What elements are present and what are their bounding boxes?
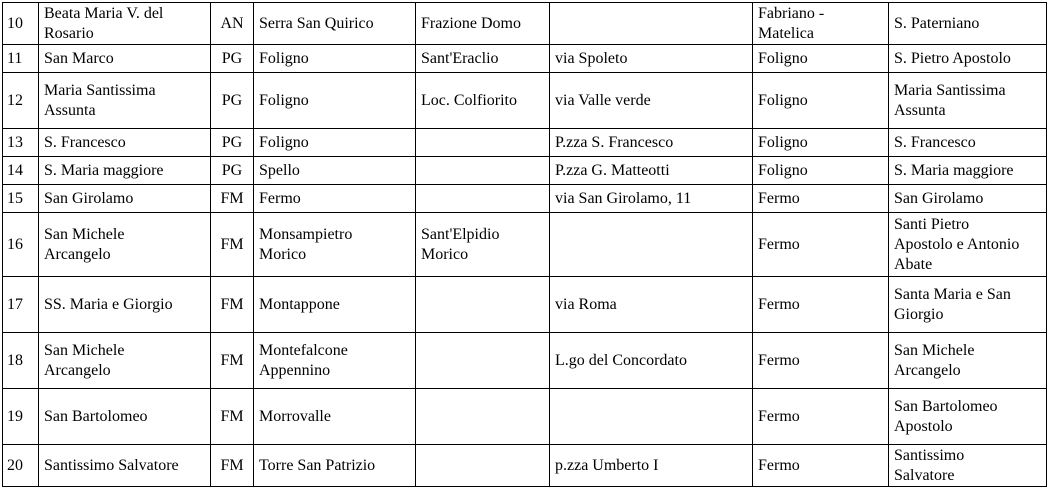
cell-row-number: 12 <box>3 73 39 129</box>
cell-parish: San Bartolomeo Apostolo <box>889 389 1047 445</box>
table-row <box>3 45 1047 73</box>
cell-province: PG <box>211 45 254 73</box>
cell-parish: Santi Pietro Apostolo e Antonio Abate <box>889 213 1047 277</box>
cell-diocese: Foligno <box>753 45 889 73</box>
cell-hamlet: Loc. Colfiorito <box>416 73 550 129</box>
cell-province: FM <box>211 445 254 487</box>
cell-address: via Spoleto <box>550 45 753 73</box>
cell-municipality: Fermo <box>254 185 416 213</box>
table-row <box>3 389 1047 445</box>
cell-address: P.zza S. Francesco <box>550 129 753 157</box>
table-row <box>3 185 1047 213</box>
table-row <box>3 277 1047 333</box>
cell-address: via Valle verde <box>550 73 753 129</box>
cell-address <box>550 3 753 45</box>
cell-province: PG <box>211 129 254 157</box>
table-row <box>3 157 1047 185</box>
cell-diocese: Fermo <box>753 445 889 487</box>
cell-parish: S. Maria maggiore <box>889 157 1047 185</box>
cell-hamlet: Sant'Eraclio <box>416 45 550 73</box>
cell-address: P.zza G. Matteotti <box>550 157 753 185</box>
cell-diocese: Fermo <box>753 277 889 333</box>
cell-municipality: Foligno <box>254 45 416 73</box>
table-row <box>3 129 1047 157</box>
cell-row-number: 13 <box>3 129 39 157</box>
cell-hamlet <box>416 333 550 389</box>
cell-church-name: San Girolamo <box>39 185 211 213</box>
cell-church-name: Maria Santissima Assunta <box>39 73 211 129</box>
cell-church-name: SS. Maria e Giorgio <box>39 277 211 333</box>
cell-parish: S. Pietro Apostolo <box>889 45 1047 73</box>
cell-address: via San Girolamo, 11 <box>550 185 753 213</box>
cell-province: FM <box>211 185 254 213</box>
cell-municipality: Foligno <box>254 129 416 157</box>
cell-municipality: Montappone <box>254 277 416 333</box>
cell-parish: San Girolamo <box>889 185 1047 213</box>
cell-address <box>550 213 753 277</box>
cell-church-name: S. Maria maggiore <box>39 157 211 185</box>
cell-province: FM <box>211 389 254 445</box>
cell-row-number: 11 <box>3 45 39 73</box>
cell-parish: Maria Santissima Assunta <box>889 73 1047 129</box>
cell-diocese: Fermo <box>753 389 889 445</box>
table-row <box>3 73 1047 129</box>
cell-province: AN <box>211 3 254 45</box>
cell-province: FM <box>211 277 254 333</box>
cell-church-name: Beata Maria V. del Rosario <box>39 3 211 45</box>
cell-church-name: San Michele Arcangelo <box>39 213 211 277</box>
cell-hamlet <box>416 157 550 185</box>
cell-parish: S. Paterniano <box>889 3 1047 45</box>
cell-hamlet <box>416 185 550 213</box>
cell-church-name: San Michele Arcangelo <box>39 333 211 389</box>
cell-diocese: Foligno <box>753 157 889 185</box>
cell-municipality: Foligno <box>254 73 416 129</box>
cell-row-number: 17 <box>3 277 39 333</box>
cell-province: PG <box>211 157 254 185</box>
table-row <box>3 333 1047 389</box>
cell-church-name: San Marco <box>39 45 211 73</box>
cell-province: FM <box>211 333 254 389</box>
churches-table <box>2 2 1047 487</box>
cell-row-number: 19 <box>3 389 39 445</box>
cell-hamlet: Frazione Domo <box>416 3 550 45</box>
table-body <box>3 3 1047 487</box>
cell-address <box>550 389 753 445</box>
cell-row-number: 20 <box>3 445 39 487</box>
cell-church-name: San Bartolomeo <box>39 389 211 445</box>
cell-address: p.zza Umberto I <box>550 445 753 487</box>
table-row <box>3 3 1047 45</box>
cell-church-name: S. Francesco <box>39 129 211 157</box>
cell-church-name: Santissimo Salvatore <box>39 445 211 487</box>
table-row <box>3 213 1047 277</box>
cell-municipality: Spello <box>254 157 416 185</box>
cell-row-number: 10 <box>3 3 39 45</box>
cell-municipality: Morrovalle <box>254 389 416 445</box>
cell-province: FM <box>211 213 254 277</box>
cell-address: via Roma <box>550 277 753 333</box>
cell-address: L.go del Concordato <box>550 333 753 389</box>
table-row <box>3 445 1047 487</box>
cell-parish: Santa Maria e San Giorgio <box>889 277 1047 333</box>
cell-diocese: Fermo <box>753 213 889 277</box>
cell-hamlet <box>416 277 550 333</box>
cell-diocese: Fabriano - Matelica <box>753 3 889 45</box>
cell-municipality: Torre San Patrizio <box>254 445 416 487</box>
cell-row-number: 16 <box>3 213 39 277</box>
cell-row-number: 14 <box>3 157 39 185</box>
cell-municipality: Serra San Quirico <box>254 3 416 45</box>
cell-row-number: 15 <box>3 185 39 213</box>
cell-parish: Santissimo Salvatore <box>889 445 1047 487</box>
cell-municipality: Montefalcone Appennino <box>254 333 416 389</box>
cell-diocese: Foligno <box>753 73 889 129</box>
cell-row-number: 18 <box>3 333 39 389</box>
cell-parish: San Michele Arcangelo <box>889 333 1047 389</box>
cell-hamlet <box>416 389 550 445</box>
cell-hamlet <box>416 445 550 487</box>
cell-hamlet: Sant'Elpidio Morico <box>416 213 550 277</box>
cell-province: PG <box>211 73 254 129</box>
cell-diocese: Fermo <box>753 185 889 213</box>
cell-hamlet <box>416 129 550 157</box>
cell-diocese: Foligno <box>753 129 889 157</box>
cell-municipality: Monsampietro Morico <box>254 213 416 277</box>
cell-diocese: Fermo <box>753 333 889 389</box>
cell-parish: S. Francesco <box>889 129 1047 157</box>
